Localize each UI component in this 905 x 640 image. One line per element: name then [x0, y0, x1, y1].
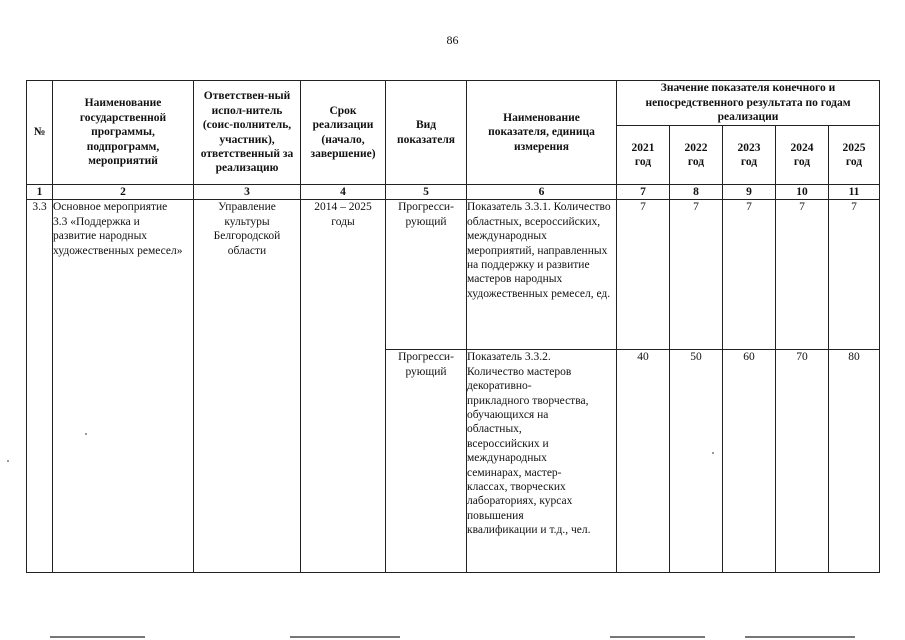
- indicator-row-1: [27, 200, 880, 350]
- indicator-value-2024: 70: [776, 350, 829, 573]
- indicator-value-2025: 7: [829, 200, 880, 350]
- column-number: 1: [27, 185, 53, 200]
- indicator-value-2022: 50: [670, 350, 723, 573]
- indicator-value-2024: 7: [776, 200, 829, 350]
- row-executor: Управление культуры Белгородской области: [194, 200, 301, 573]
- indicator-value-2023: 60: [723, 350, 776, 573]
- header-indicator: Наименование показателя, единица измерения: [467, 81, 617, 185]
- scan-mark: [745, 636, 855, 638]
- indicator-kind: Прогресси-рующий: [386, 200, 467, 350]
- scan-mark: [50, 636, 145, 638]
- header-kind: Вид показателя: [386, 81, 467, 185]
- indicator-name: Показатель 3.3.2. Количество мастеров декоративно-прикладного творчества, обучающихся на областных, всероссийских и международных семинарах, мастер-классах, творческих лабораториях, курсах повышения квалификации и т.д., чел.: [467, 350, 617, 573]
- column-number: 7: [617, 185, 670, 200]
- header-year-2021: 2021 год: [617, 126, 670, 185]
- indicator-kind: Прогресси-рующий: [386, 350, 467, 573]
- header-year-2022: 2022 год: [670, 126, 723, 185]
- scan-mark: [610, 636, 705, 638]
- header-executor: Ответствен-ный испол-нитель (соис-полнитель, участник), ответственный за реализацию: [194, 81, 301, 185]
- scan-dot: [85, 433, 87, 435]
- scan-mark: [290, 636, 400, 638]
- scan-dot: [7, 460, 9, 462]
- indicator-value-2021: 7: [617, 200, 670, 350]
- column-number: 2: [53, 185, 194, 200]
- indicator-name: Показатель 3.3.1. Количество областных, всероссийских, международных мероприятий, направленных на поддержку и развитие мастеров народных художественных ремесел, ед.: [467, 200, 617, 350]
- page-number: 86: [446, 33, 459, 47]
- column-numbers-row: [27, 185, 880, 200]
- row-code: 3.3: [27, 200, 53, 573]
- header-num: №: [27, 81, 53, 185]
- header-year-2025: 2025 год: [829, 126, 880, 185]
- indicator-value-2021: 40: [617, 350, 670, 573]
- indicator-value-2023: 7: [723, 200, 776, 350]
- row-program: Основное мероприятие 3.3 «Поддержка и развитие народных художественных ремесел»: [53, 200, 194, 573]
- header-term: Срок реализации (начало, завершение): [301, 81, 386, 185]
- column-number: 5: [386, 185, 467, 200]
- column-number: 4: [301, 185, 386, 200]
- column-number: 6: [467, 185, 617, 200]
- header-row: [27, 81, 880, 126]
- indicator-value-2025: 80: [829, 350, 880, 573]
- column-number: 11: [829, 185, 880, 200]
- scan-dot: [712, 452, 714, 454]
- header-year-2023: 2023 год: [723, 126, 776, 185]
- column-number: 3: [194, 185, 301, 200]
- column-number: 10: [776, 185, 829, 200]
- header-values-group: Значение показателя конечного и непосредственного результата по годам реализации: [617, 81, 880, 126]
- column-number: 9: [723, 185, 776, 200]
- header-year-2024: 2024 год: [776, 126, 829, 185]
- row-term: 2014 – 2025 годы: [301, 200, 386, 573]
- indicator-value-2022: 7: [670, 200, 723, 350]
- indicators-table: [26, 80, 880, 573]
- header-program: Наименование государственной программы, подпрограмм, мероприятий: [53, 81, 194, 185]
- column-number: 8: [670, 185, 723, 200]
